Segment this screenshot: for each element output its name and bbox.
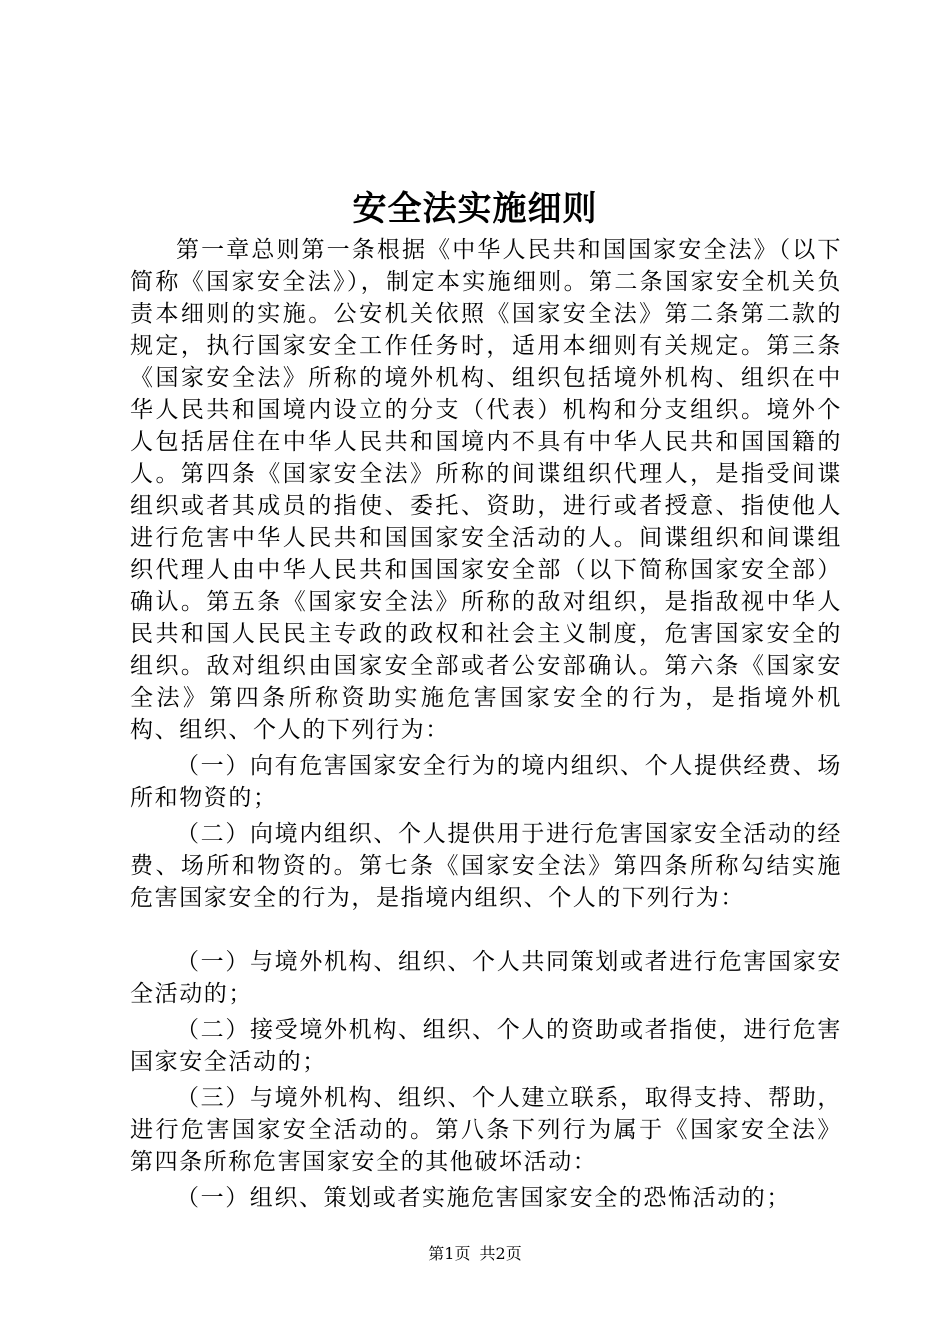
paragraph-item: （三）与境外机构、组织、个人建立联系，取得支持、帮助，进行危害国家安全活动的。第八条下列行为属于《国家安全法》第四条所称危害国家安全的其他破坏活动： <box>130 1085 842 1175</box>
paragraph-item: （一）向有危害国家安全行为的境内组织、个人提供经费、场所和物资的； <box>130 753 842 811</box>
paragraph-item: （二）接受境外机构、组织、个人的资助或者指使，进行危害国家安全活动的； <box>130 1017 842 1075</box>
paragraph-item: （一）与境外机构、组织、个人共同策划或者进行危害国家安全活动的； <box>130 949 842 1007</box>
page-total: 共2页 <box>479 1244 522 1263</box>
page-number: 第1页 <box>428 1244 471 1263</box>
document-body <box>130 234 842 1214</box>
document-title: 安全法实施细则 <box>352 189 598 229</box>
paragraph-item: （二）向境内组织、个人提供用于进行危害国家安全活动的经费、场所和物资的。第七条《国家安全法》第四条所称勾结实施危害国家安全的行为，是指境内组织、个人的下列行为： <box>130 821 842 911</box>
page-footer <box>0 1244 950 1264</box>
paragraph-item: （一）组织、策划或者实施危害国家安全的恐怖活动的； <box>176 1185 791 1211</box>
paragraph-intro: 第一章总则第一条根据《中华人民共和国国家安全法》（以下简称《国家安全法》），制定本实施细则。第二条国家安全机关负责本细则的实施。公安机关依照《国家安全法》第二条第二款的规定，执行国家安全工作任务时，适用本细则有关规定。第三条《国家安全法》所称的境外机构、组织包括境外机构、组织在中华人民共和国境内设立的分支（代表）机构和分支组织。境外个人包括居住在中华人民共和国境内不具有中华人民共和国国籍的人。第四条《国家安全法》所称的间谍组织代理人，是指受间谍组织或者其成员的指使、委托、资助，进行或者授意、指使他人进行危害中华人民共和国国家安全活动的人。间谍组织和间谍组织代理人由中华人民共和国国家安全部（以下简称国家安全部）确认。第五条《国家安全法》所称的敌对组织，是指敌视中华人民共和国人民民主专政的政权和社会主义制度，危害国家安全的组织。敌对组织由国家安全部或者公安部确认。第六条《国家安全法》第四条所称资助实施危害国家安全的行为，是指境外机构、组织、个人的下列行为： <box>130 237 842 743</box>
